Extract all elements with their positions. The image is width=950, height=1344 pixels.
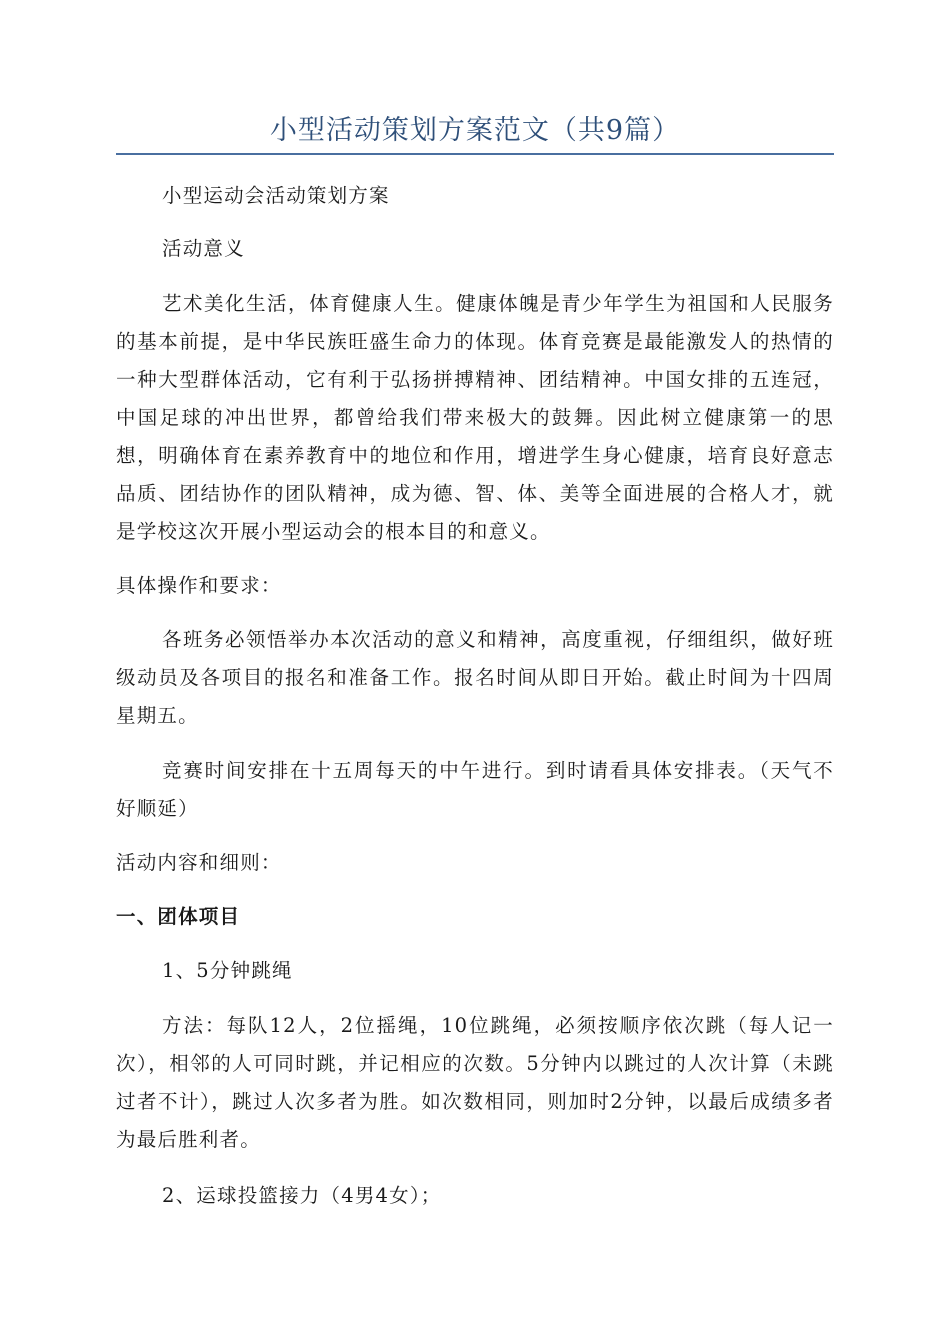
item-1-method: 方法：每队12人，2位摇绳，10位跳绳，必须按顺序依次跳（每人记一次），相邻的人可同时跳，并记相应的次数。5分钟内以跳过的人次计算（未跳过者不计），跳过人次多者为胜。如次数相同，则加时2分钟，以最后成绩多者为最后胜利者。 — [116, 1014, 834, 1151]
paragraph-meaning: 艺术美化生活，体育健康人生。健康体魄是青少年学生为祖国和人民服务的基本前提，是中华民族旺盛生命力的体现。体育竞赛是最能激发人的热情的一种大型群体活动，它有利于弘扬拼搏精神、团结精神。中国女排的五连冠，中国足球的冲出世界，都曾给我们带来极大的鼓舞。因此树立健康第一的思想，明确体育在素养教育中的地位和作用，增进学生身心健康，培育良好意志品质、团结协作的团队精神，成为德、智、体、美等全面进展的合格人才，就是学校这次开展小型运动会的根本目的和意义。 — [116, 292, 834, 543]
section-heading-content: 活动内容和细则： — [116, 851, 282, 874]
item-1-title: 1、5分钟跳绳 — [162, 959, 293, 982]
paragraph-operation-2: 竞赛时间安排在十五周每天的中午进行。到时请看具体安排表。（天气不好顺延） — [116, 759, 834, 820]
subtitle: 小型运动会活动策划方案 — [162, 184, 390, 207]
section-heading-meaning: 活动意义 — [162, 237, 245, 260]
title-underline — [116, 153, 834, 155]
section-heading-team: 一、团体项目 — [116, 905, 241, 928]
paragraph-operation-1: 各班务必领悟举办本次活动的意义和精神，高度重视，仔细组织，做好班级动员及各项目的报名和准备工作。报名时间从即日开始。截止时间为十四周星期五。 — [116, 628, 834, 727]
item-2-title: 2、运球投篮接力（4男4女）； — [162, 1184, 442, 1207]
document-title: 小型活动策划方案范文（共9篇） — [269, 115, 681, 146]
section-heading-operation: 具体操作和要求： — [116, 574, 282, 597]
